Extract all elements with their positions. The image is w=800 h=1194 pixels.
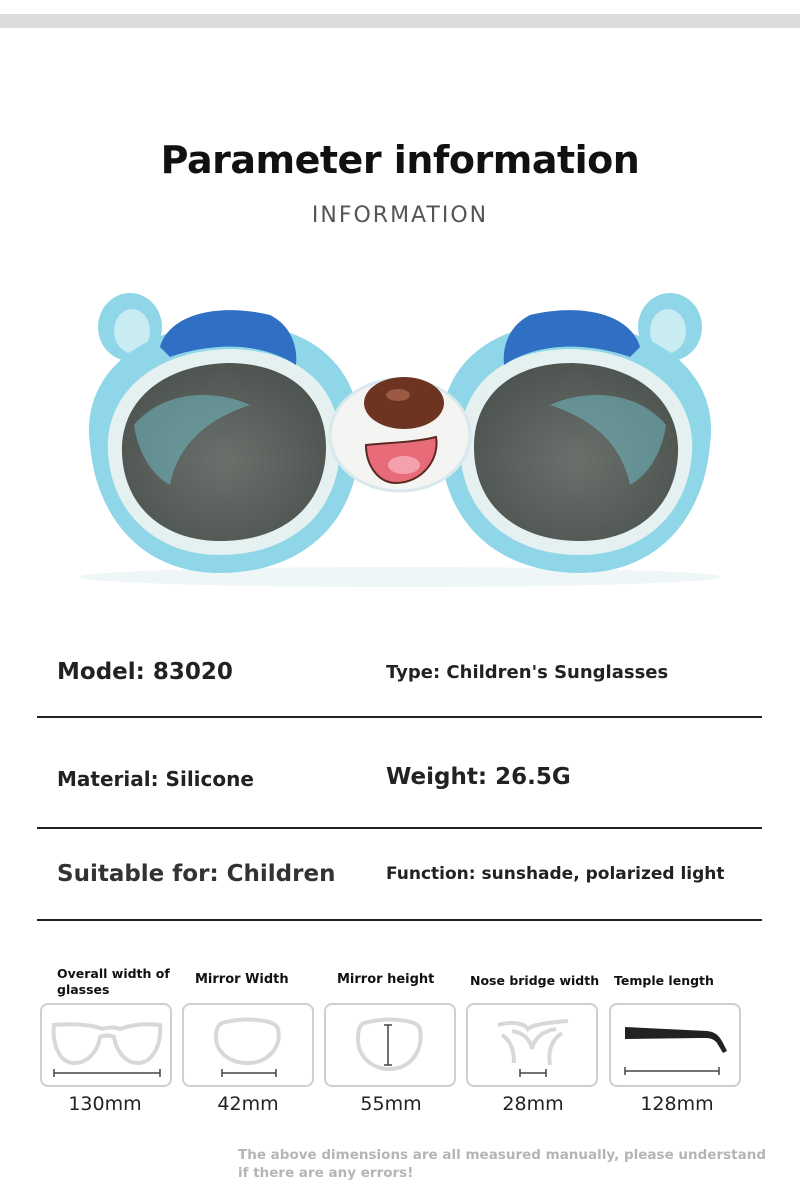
nose-bridge-icon [468, 1005, 596, 1085]
spec-model: Model: 83020 [57, 659, 233, 685]
spec-type: Type: Children's Sunglasses [386, 662, 669, 683]
measurement-disclaimer: The above dimensions are all measured manually, please understand if there are any errors! [238, 1147, 766, 1181]
spec-divider [37, 919, 762, 921]
dim-label-temple-length: Temple length [614, 973, 714, 988]
product-image-sunglasses [60, 285, 740, 595]
dim-box-mirror-width [182, 1003, 314, 1087]
spec-suitable: Suitable for: Children [57, 861, 336, 887]
dim-label-mirror-height: Mirror height [337, 972, 435, 987]
spec-weight: Weight: 26.5G [386, 764, 571, 790]
page-subtitle: INFORMATION [311, 203, 489, 228]
dim-box-temple-length [609, 1003, 741, 1087]
lens-width-icon [184, 1005, 312, 1085]
dim-value-nose-bridge: 28mm [502, 1093, 564, 1115]
dim-box-mirror-height [324, 1003, 456, 1087]
dim-value-overall-width: 130mm [68, 1093, 142, 1115]
right-frame [440, 293, 711, 573]
dim-box-nose-bridge [466, 1003, 598, 1087]
top-divider-bar [0, 14, 800, 28]
spec-divider [37, 827, 762, 829]
dim-label-nose-bridge: Nose bridge width [470, 973, 600, 988]
dim-box-overall-width [40, 1003, 172, 1087]
dim-value-mirror-width: 42mm [217, 1093, 279, 1115]
page-title: Parameter information [160, 138, 640, 182]
dim-value-temple-length: 128mm [640, 1093, 714, 1115]
spec-material: Material: Silicone [57, 767, 254, 791]
glasses-front-icon [42, 1005, 170, 1085]
temple-arm-icon [611, 1005, 739, 1085]
left-frame [89, 293, 360, 573]
dim-value-mirror-height: 55mm [360, 1093, 422, 1115]
dim-label-overall-width: Overall width of glasses [57, 966, 170, 997]
spec-divider [37, 716, 762, 718]
spec-function: Function: sunshade, polarized light [386, 864, 725, 884]
dim-label-mirror-width: Mirror Width [195, 972, 289, 987]
bear-face-bridge [330, 377, 470, 491]
lens-height-icon [326, 1005, 454, 1085]
